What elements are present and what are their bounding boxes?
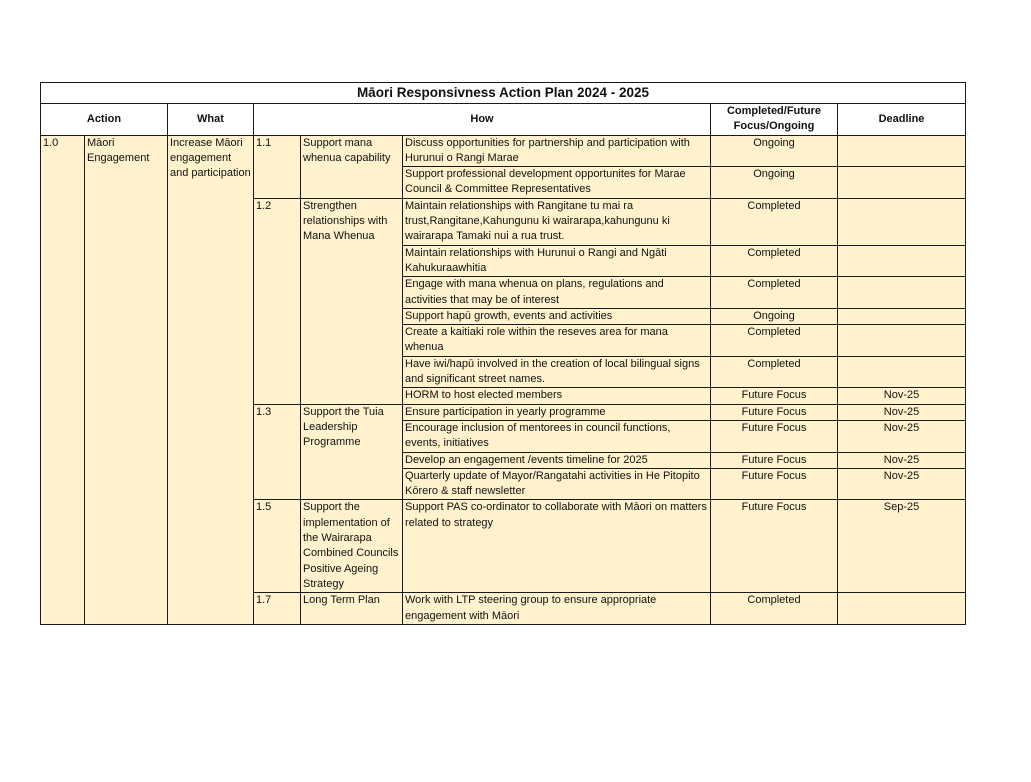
action-number: 1.0 bbox=[41, 135, 85, 624]
deadline-cell: Sep-25 bbox=[838, 500, 966, 593]
action-plan-sheet bbox=[40, 82, 965, 625]
what-text: Increase Māori engagement and participation bbox=[168, 135, 254, 624]
deadline-cell bbox=[838, 356, 966, 388]
table-row bbox=[41, 135, 966, 167]
how-text: Maintain relationships with Hurunui o Rangi and Ngāti Kahukuraawhitia bbox=[403, 245, 711, 277]
how-text: HORM to host elected members bbox=[403, 388, 711, 404]
deadline-cell bbox=[838, 245, 966, 277]
deadline-cell: Nov-25 bbox=[838, 468, 966, 500]
action-label: Māori Engagement bbox=[85, 135, 168, 624]
deadline-cell bbox=[838, 277, 966, 309]
status-cell: Ongoing bbox=[711, 135, 838, 167]
how-text: Support hapū growth, events and activities bbox=[403, 308, 711, 324]
how-text: Develop an engagement /events timeline for 2025 bbox=[403, 452, 711, 468]
deadline-cell bbox=[838, 593, 966, 625]
deadline-cell bbox=[838, 308, 966, 324]
deadline-cell: Nov-25 bbox=[838, 452, 966, 468]
header-status: Completed/Future Focus/Ongoing bbox=[711, 104, 838, 136]
how-text: Discuss opportunities for partnership and participation with Hurunui o Rangi Marae bbox=[403, 135, 711, 167]
status-cell: Future Focus bbox=[711, 452, 838, 468]
group-number: 1.7 bbox=[254, 593, 301, 625]
deadline-cell: Nov-25 bbox=[838, 420, 966, 452]
status-cell: Completed bbox=[711, 356, 838, 388]
group-number: 1.3 bbox=[254, 404, 301, 500]
how-text: Have iwi/hapū involved in the creation of local bilingual signs and significant street names. bbox=[403, 356, 711, 388]
deadline-cell bbox=[838, 325, 966, 357]
deadline-cell bbox=[838, 167, 966, 199]
how-text: Create a kaitiaki role within the reseves area for mana whenua bbox=[403, 325, 711, 357]
how-text: Quarterly update of Mayor/Rangatahi activities in He Pitopito Kōrero & staff newsletter bbox=[403, 468, 711, 500]
how-text: Support PAS co-ordinator to collaborate with Māori on matters related to strategy bbox=[403, 500, 711, 593]
status-cell: Completed bbox=[711, 245, 838, 277]
header-deadline: Deadline bbox=[838, 104, 966, 136]
status-cell: Ongoing bbox=[711, 308, 838, 324]
how-text: Support professional development opportunites for Marae Council & Committee Representatives bbox=[403, 167, 711, 199]
status-cell: Future Focus bbox=[711, 500, 838, 593]
deadline-cell: Nov-25 bbox=[838, 388, 966, 404]
table-title: Māori Responsivness Action Plan 2024 - 2025 bbox=[41, 83, 966, 104]
table-body bbox=[41, 135, 966, 624]
deadline-cell: Nov-25 bbox=[838, 404, 966, 420]
status-cell: Completed bbox=[711, 277, 838, 309]
group-label: Support the implementation of the Wairarapa Combined Councils Positive Ageing Strategy bbox=[301, 500, 403, 593]
status-cell: Future Focus bbox=[711, 388, 838, 404]
status-cell: Completed bbox=[711, 325, 838, 357]
how-text: Ensure participation in yearly programme bbox=[403, 404, 711, 420]
group-label: Support the Tuia Leadership Programme bbox=[301, 404, 403, 500]
header-action: Action bbox=[41, 104, 168, 136]
how-text: Maintain relationships with Rangitane tu mai ra trust,Rangitane,Kahungunu ki wairarapa,kahungunu ki wairarapa Tamaki nui a rua trust. bbox=[403, 198, 711, 245]
action-plan-table bbox=[40, 82, 966, 625]
group-number: 1.5 bbox=[254, 500, 301, 593]
header-what: What bbox=[168, 104, 254, 136]
group-number: 1.2 bbox=[254, 198, 301, 404]
status-cell: Completed bbox=[711, 198, 838, 245]
how-text: Engage with mana whenua on plans, regulations and activities that may be of interest bbox=[403, 277, 711, 309]
how-text: Encourage inclusion of mentorees in council functions, events, initiatives bbox=[403, 420, 711, 452]
status-cell: Future Focus bbox=[711, 420, 838, 452]
group-number: 1.1 bbox=[254, 135, 301, 198]
status-cell: Ongoing bbox=[711, 167, 838, 199]
group-label: Support mana whenua capability bbox=[301, 135, 403, 198]
deadline-cell bbox=[838, 135, 966, 167]
how-text: Work with LTP steering group to ensure appropriate engagement with Māori bbox=[403, 593, 711, 625]
header-how: How bbox=[254, 104, 711, 136]
deadline-cell bbox=[838, 198, 966, 245]
status-cell: Completed bbox=[711, 593, 838, 625]
status-cell: Future Focus bbox=[711, 404, 838, 420]
status-cell: Future Focus bbox=[711, 468, 838, 500]
group-label: Long Term Plan bbox=[301, 593, 403, 625]
group-label: Strengthen relationships with Mana Whenua bbox=[301, 198, 403, 404]
